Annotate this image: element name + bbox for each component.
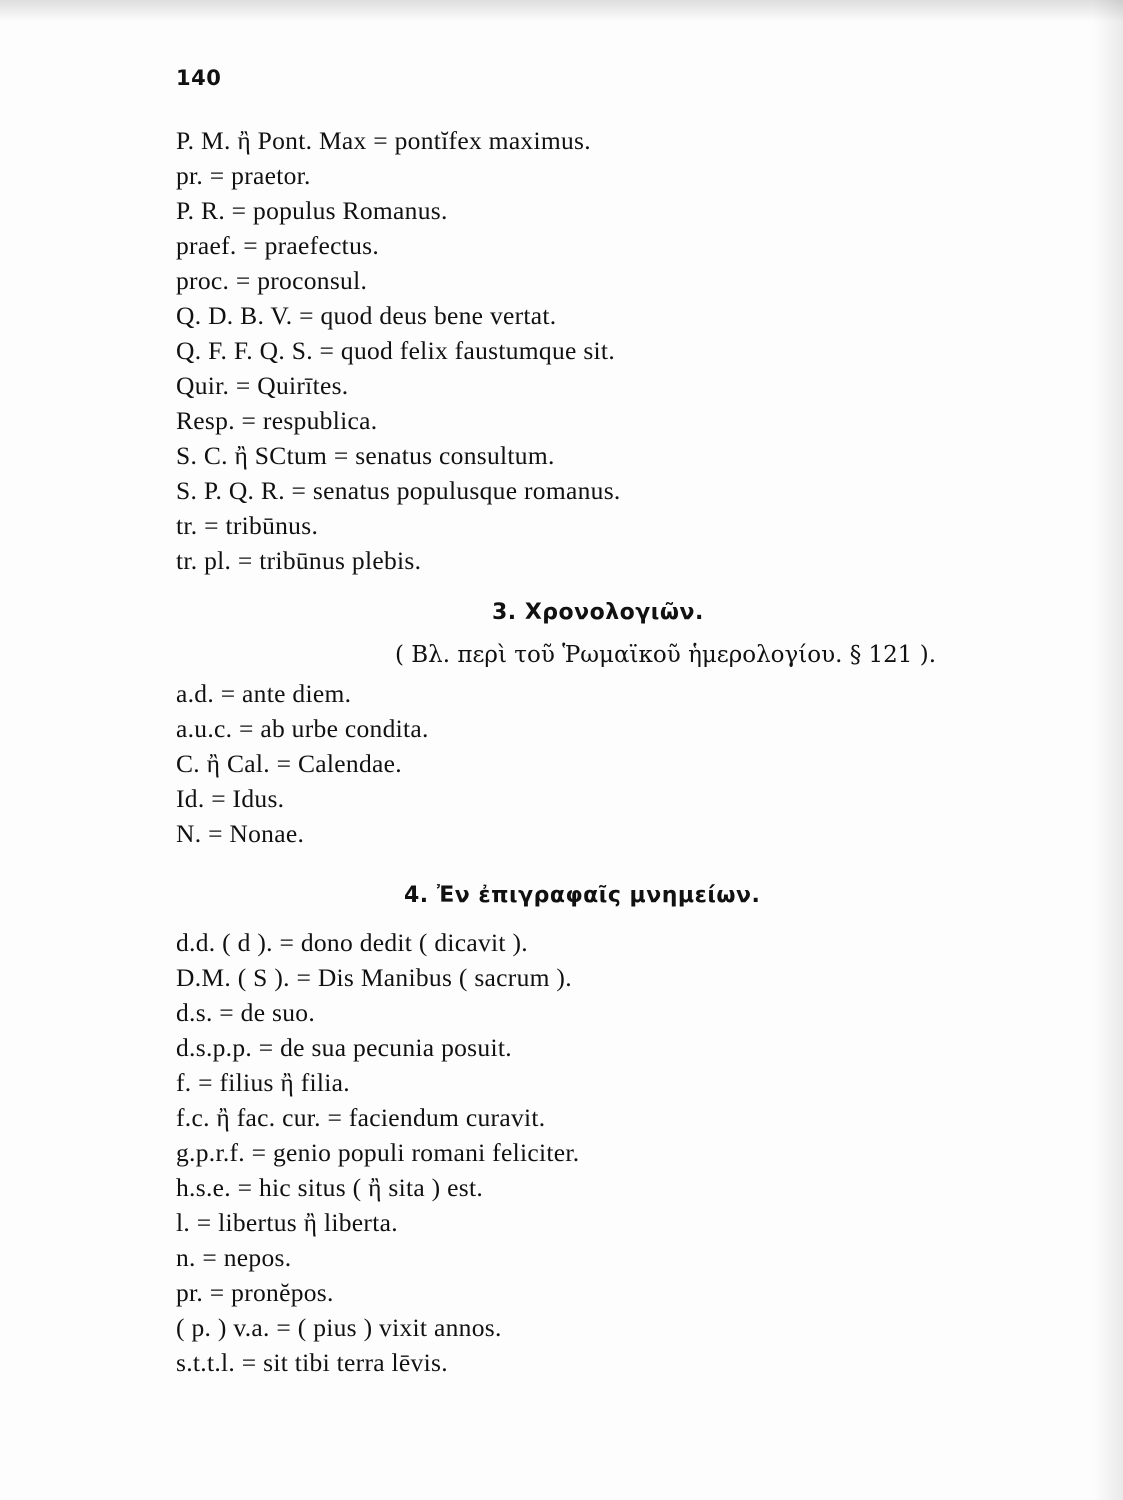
abbreviation-line: a.d. = ante diem. [176, 679, 352, 708]
abbreviation-line: s.t.t.l. = sit tibi terra lēvis. [176, 1348, 448, 1377]
abbreviation-line: D.M. ( S ). = Dis Manibus ( sacrum ). [176, 963, 572, 992]
abbreviation-line: proc. = proconsul. [176, 266, 368, 295]
section-heading-inscriptions: 4. Ἐν ἐπιγραφαῖς μνημείων. [404, 883, 761, 908]
abbreviation-line: praef. = praefectus. [176, 231, 380, 260]
abbreviation-line: Resp. = respublica. [176, 406, 378, 435]
page-number: 140 [176, 66, 222, 90]
abbreviation-line: Quir. = Quirītes. [176, 371, 349, 400]
abbreviation-line: Id. = Idus. [176, 784, 285, 813]
scan-top-shadow [0, 0, 1123, 22]
abbreviation-line: pr. = pronĕpos. [176, 1278, 334, 1307]
abbreviation-line: Q. D. B. V. = quod deus bene vertat. [176, 301, 557, 330]
scan-edge-shadow [1093, 0, 1123, 1500]
abbreviation-line: Q. F. F. Q. S. = quod felix faustumque sit. [176, 336, 615, 365]
abbreviation-line: a.u.c. = ab urbe condita. [176, 714, 429, 743]
abbreviation-line: ( p. ) v.a. = ( pius ) vixit annos. [176, 1313, 502, 1342]
abbreviation-line: N. = Nonae. [176, 819, 305, 848]
abbreviation-line: d.s. = de suo. [176, 998, 315, 1027]
abbreviation-line: tr. pl. = tribūnus plebis. [176, 546, 422, 575]
abbreviation-line: pr. = praetor. [176, 161, 311, 190]
section-subheading-reference: ( Βλ. περὶ τοῦ Ῥωμαϊκοῦ ἡμερολογίου. § 121 ). [395, 642, 937, 668]
abbreviation-line: d.d. ( d ). = dono dedit ( dicavit ). [176, 928, 528, 957]
abbreviation-line: f.c. ἢ fac. cur. = faciendum curavit. [176, 1103, 546, 1132]
section-heading-chronology: 3. Χρονολογιῶν. [492, 600, 704, 625]
abbreviation-line: S. C. ἢ SCtum = senatus consultum. [176, 441, 555, 470]
abbreviation-line: P. R. = populus Romanus. [176, 196, 448, 225]
abbreviation-line: l. = libertus ἢ liberta. [176, 1208, 398, 1237]
abbreviation-line: C. ἢ Cal. = Calendae. [176, 749, 402, 778]
abbreviation-line: h.s.e. = hic situs ( ἢ sita ) est. [176, 1173, 484, 1202]
abbreviation-line: f. = filius ἢ filia. [176, 1068, 350, 1097]
abbreviation-line: P. M. ἢ Pont. Max = pontĭfex maximus. [176, 126, 591, 155]
abbreviation-line: g.p.r.f. = genio populi romani feliciter. [176, 1138, 580, 1167]
abbreviation-line: d.s.p.p. = de sua pecunia posuit. [176, 1033, 512, 1062]
abbreviation-line: tr. = tribūnus. [176, 511, 319, 540]
abbreviation-line: n. = nepos. [176, 1243, 292, 1272]
abbreviation-line: S. P. Q. R. = senatus populusque romanus. [176, 476, 621, 505]
